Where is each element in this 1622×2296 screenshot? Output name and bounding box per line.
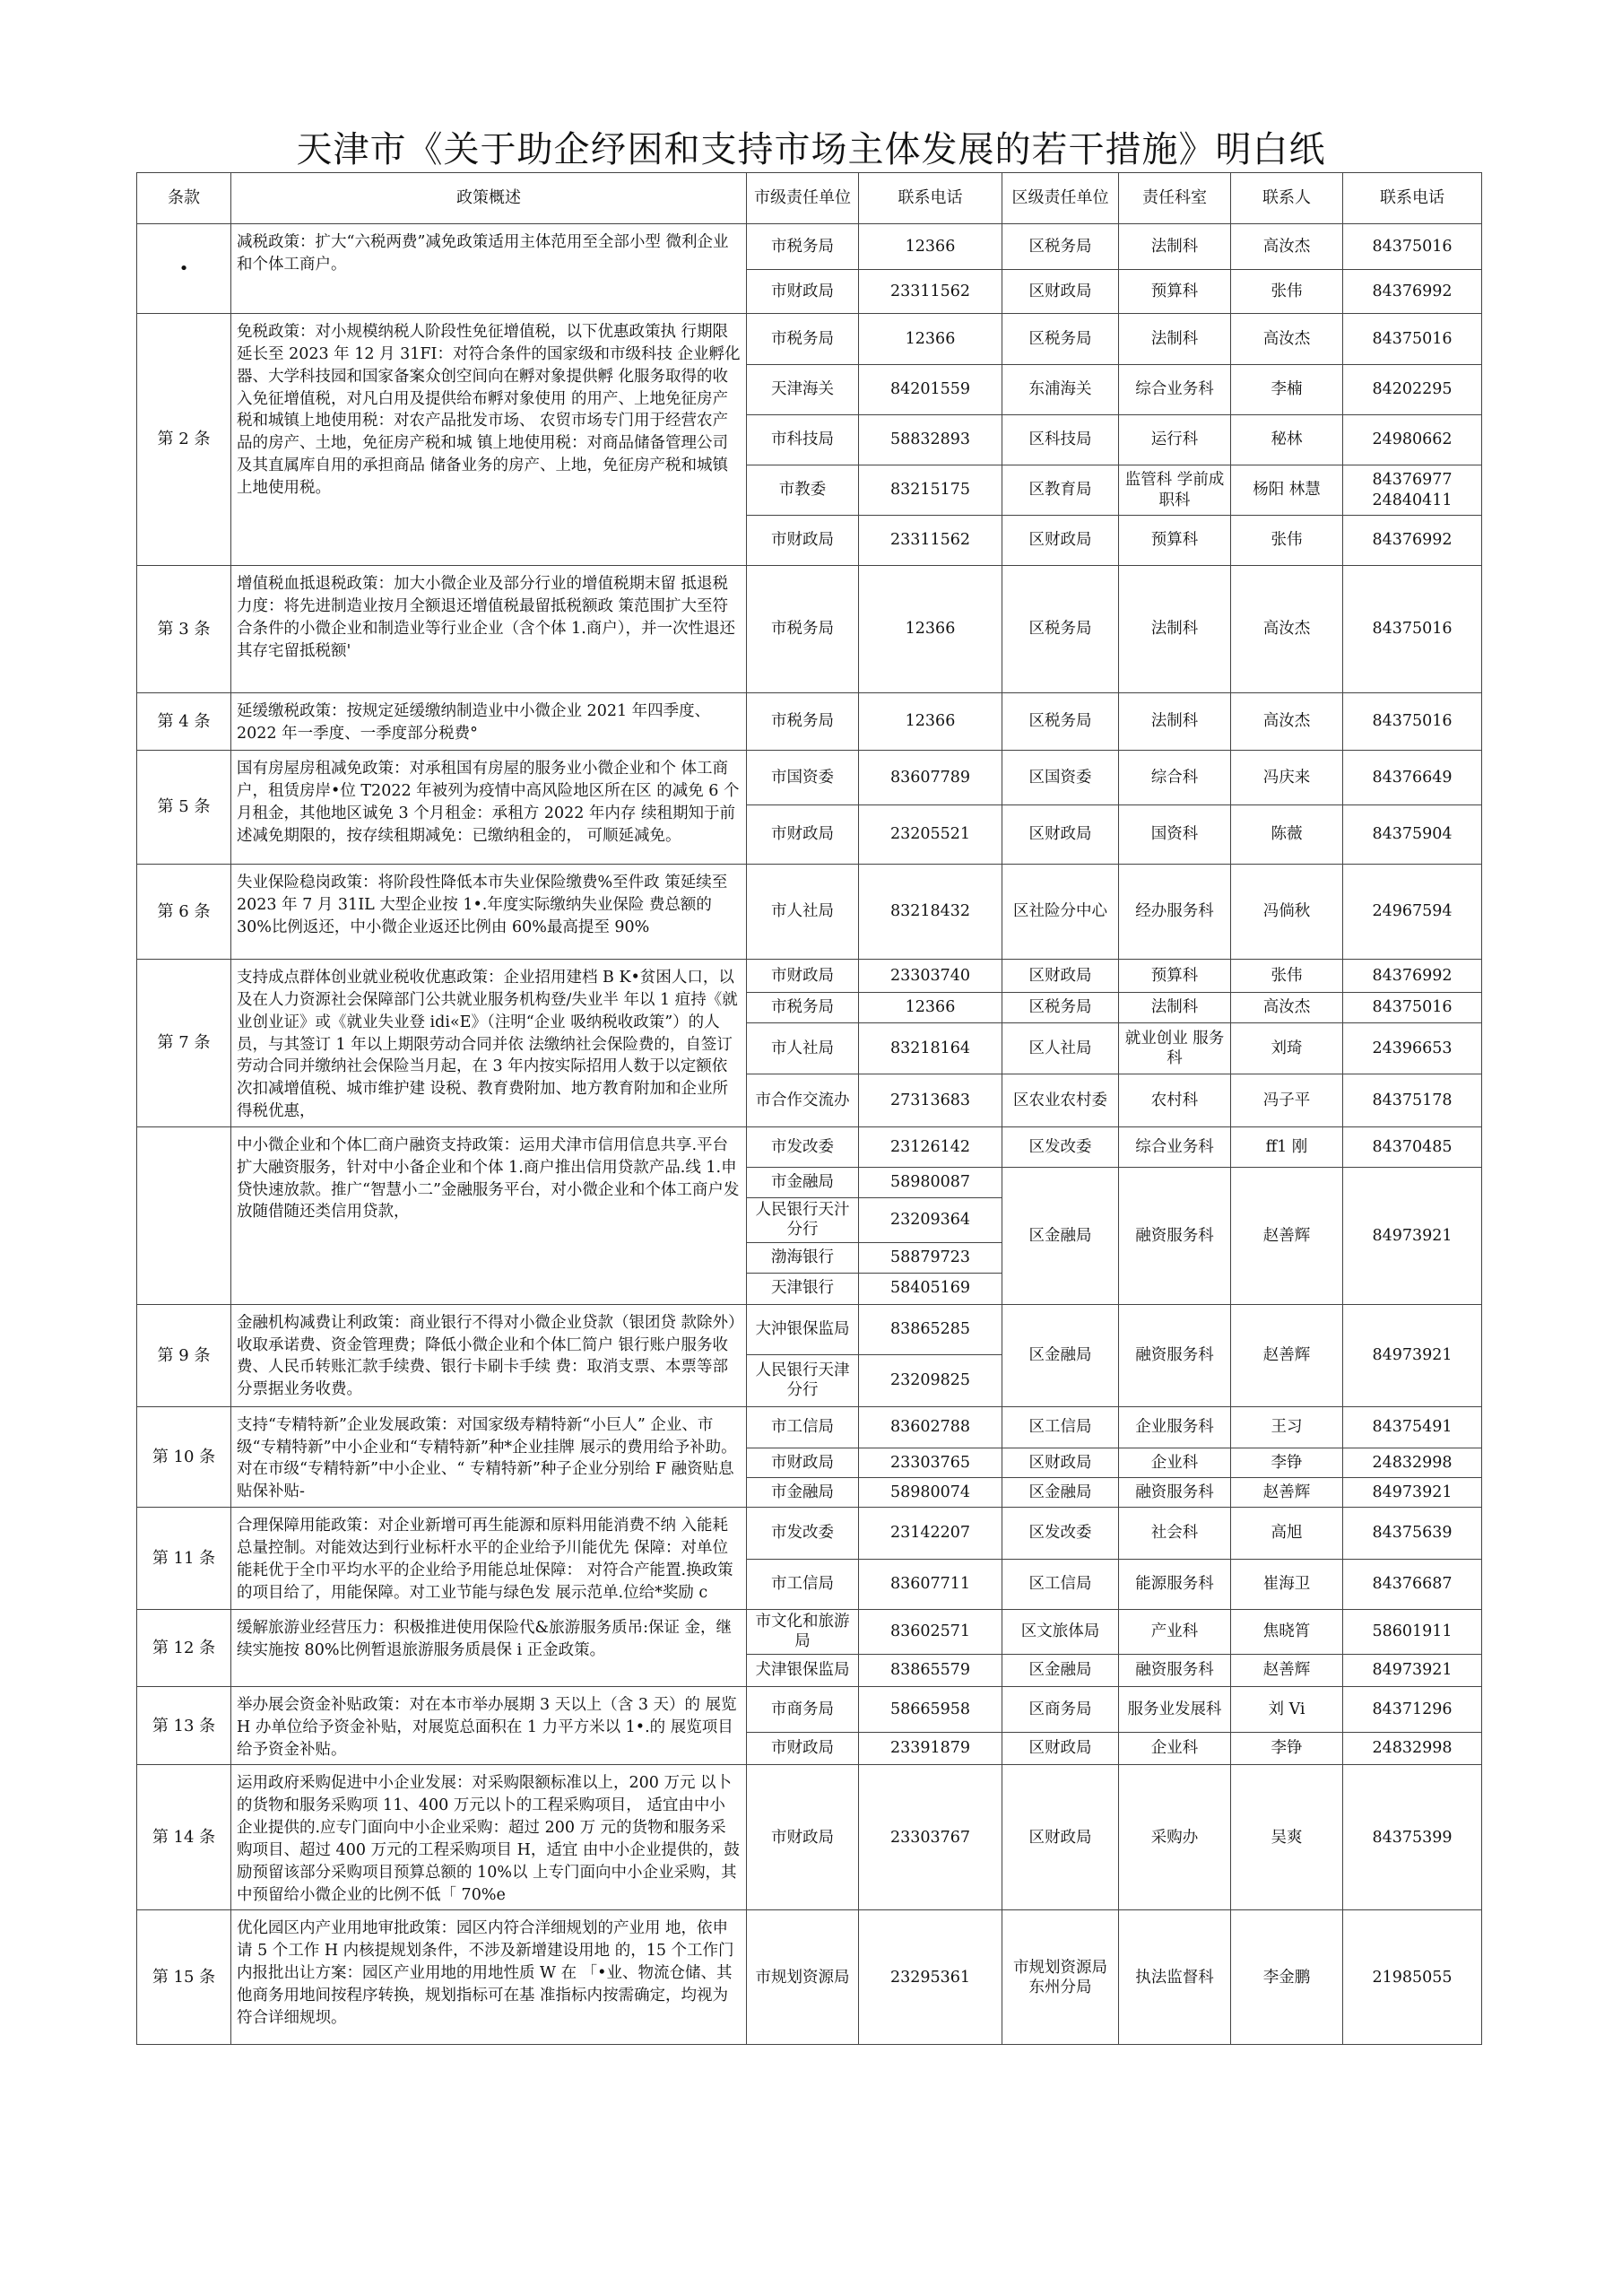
responsible-dept: 融资服务科	[1119, 1654, 1231, 1686]
district-unit: 区财政局	[1002, 960, 1119, 993]
responsible-dept: 融资服务科	[1119, 1167, 1231, 1304]
contact-phone: 84371296	[1343, 1686, 1482, 1732]
city-unit: 市财政局	[747, 516, 859, 566]
contact-phone: 58601911	[1343, 1610, 1482, 1655]
city-unit: 市财政局	[747, 1732, 859, 1765]
contact-phone: 84370485	[1343, 1126, 1482, 1167]
policy-summary: 免税政策：对小规模纳税人阶段性免征增值税，以下优惠政策执 行期限延长至 2023 年 12 月 31FI：对符合条件的国家级和市级科技 企业孵化器、大学科技园和国家备案众创空间向在孵对象提供孵 化服务取得的收入免征增值税，对凡白用及提供给布孵对象使用 的用产、上地免征房产税和城镇上地使用税：对农产品批发市场、 农贸市场专门用于经营农产品的房产、土地，免征房产税和城 镇上地使用税：对商品储备管理公司及其直属库自用的承担商品 储备业务的房产、上地，免征房产税和城镇上地使用税。	[231, 314, 747, 566]
city-phone: 23205521	[859, 805, 1002, 865]
table-row	[137, 1508, 1482, 1560]
policy-summary: 合理保障用能政策：对企业新增可再生能源和原料用能消费不纳 入能耗总量控制。对能效达到行业标杆水平的企业给予川能优先 保障：对单位能耗优于全巾平均水平的企业给予用能总址保障： 对符合产能置.换政策的项目给了，用能保障。对工业节能与绿色发 展示范单.位给*奖励 c	[231, 1508, 747, 1610]
city-phone: 83218164	[859, 1023, 1002, 1074]
contact-phone: 84375016	[1343, 693, 1482, 751]
district-unit: 区财政局	[1002, 1765, 1119, 1910]
district-unit: 区教育局	[1002, 465, 1119, 516]
contact-person: 李铮	[1231, 1732, 1343, 1765]
responsible-dept: 预算科	[1119, 516, 1231, 566]
policy-summary: 支持“专精特新”企业发展政策：对国家级寿精特新“小巨人” 企业、市级“专精特新”中小企业和“专精特新”种*企业挂牌 展示的费用给予补助。对在市级“专精特新”中小企业、“ 专精特新”种子企业分别给 F 融资贴息贴保补贴-	[231, 1406, 747, 1507]
city-unit: 市税务局	[747, 224, 859, 270]
city-unit: 市工信局	[747, 1406, 859, 1448]
district-unit: 区农业农村委	[1002, 1074, 1119, 1127]
contact-phone: 84376992	[1343, 516, 1482, 566]
responsible-dept: 经办服务科	[1119, 865, 1231, 960]
city-phone: 12366	[859, 314, 1002, 365]
city-phone: 23209825	[859, 1354, 1002, 1406]
district-unit: 东浦海关	[1002, 365, 1119, 415]
table-row	[137, 566, 1482, 693]
policy-summary: 中小微企业和个体匚商户融资支持政策：运用犬津市信用信息共享.平台扩大融资服务，针对中小备企业和个体 1.商户推出信用贷款产品.线 1.申贷快速放款。推广“智慧小二”金融服务平台，对小微企业和个体工商户发放随借随还类信用贷款，	[231, 1126, 747, 1304]
article-cell	[137, 1126, 231, 1304]
contact-person: 李楠	[1231, 365, 1343, 415]
responsible-dept: 执法监督科	[1119, 1910, 1231, 2045]
city-unit: 市金融局	[747, 1167, 859, 1197]
district-unit: 区财政局	[1002, 805, 1119, 865]
responsible-dept: 综合业务科	[1119, 365, 1231, 415]
contact-phone: 84376992	[1343, 270, 1482, 314]
table-row	[137, 960, 1482, 993]
contact-phone: 24396653	[1343, 1023, 1482, 1074]
responsible-dept: 就业创业 服务科	[1119, 1023, 1231, 1074]
city-phone: 83607789	[859, 751, 1002, 805]
city-unit: 市工信局	[747, 1560, 859, 1610]
contact-phone: 84375178	[1343, 1074, 1482, 1127]
contact-phone: 84202295	[1343, 365, 1482, 415]
city-unit: 市科技局	[747, 415, 859, 465]
policy-summary: 缓解旅游业经营压力：积极推进使用保险代&旅游服务质吊:保证 金，继续实施按 80%比例暂退旅游服务质晨保 i 正金政策。	[231, 1610, 747, 1687]
district-unit: 区财政局	[1002, 270, 1119, 314]
city-phone: 12366	[859, 693, 1002, 751]
city-phone: 27313683	[859, 1074, 1002, 1127]
contact-person: 冯子平	[1231, 1074, 1343, 1127]
header-city-phone: 联系电话	[859, 173, 1002, 224]
responsible-dept: 预算科	[1119, 960, 1231, 993]
district-unit: 市规划资源局东州分局	[1002, 1910, 1119, 2045]
table-row	[137, 1304, 1482, 1354]
contact-phone: 84973921	[1343, 1478, 1482, 1508]
policy-summary: 支持成点群体创业就业税收优惠政策：企业招用建档 B K•贫困人口，以及在人力资源社会保障部门公共就业服务机构登/失业半 年以 1 疽持《就业创业证》或《就业失业登 idi«E》（注明“企业 吸纳税收政策”）的人员，与其签订 1 年以上期限劳动合同并依 法缴纳社会保险费的，自签订劳动合同并缴纳社会保险当月起，在 3 年内按实际招用人数于以定额依次扣减增值税、城市维护建 设税、教育费附加、地方教育附加和企业所得税优惠，	[231, 960, 747, 1127]
contact-phone: 24832998	[1343, 1448, 1482, 1478]
contact-phone: 84376649	[1343, 751, 1482, 805]
city-phone: 83607711	[859, 1560, 1002, 1610]
article-cell: 第 11 条	[137, 1508, 231, 1610]
contact-person: 焦晓筲	[1231, 1610, 1343, 1655]
district-unit: 区金融局	[1002, 1304, 1119, 1406]
table-row	[137, 1765, 1482, 1910]
city-unit: 市税务局	[747, 566, 859, 693]
table-row	[137, 1910, 1482, 2045]
responsible-dept: 法制科	[1119, 992, 1231, 1023]
city-phone: 12366	[859, 224, 1002, 270]
city-unit: 市人社局	[747, 1023, 859, 1074]
city-phone: 12366	[859, 566, 1002, 693]
district-unit: 区财政局	[1002, 1732, 1119, 1765]
contact-person: 赵善辉	[1231, 1478, 1343, 1508]
contact-phone: 84375016	[1343, 224, 1482, 270]
contact-person: 李铮	[1231, 1448, 1343, 1478]
responsible-dept: 采购办	[1119, 1765, 1231, 1910]
district-unit: 区金融局	[1002, 1654, 1119, 1686]
policy-summary: 运用政府釆购促进中小企业发展：对采购限额标准以上，200 万元 以卜的货物和服务采购项 11、400 万元以卜的工程采购项目， 适宜由中小企业提供的.应专门面向中小企业采购：超过 200 万 元的货物和服务采购项目、超过 400 万元的工程采购项目 H，适宜 由中小企业提供的，鼓励预留该部分采购项目预算总额的 10%以 上专门面向中小企业采购，其中预留给小微企业的比例不低「 70%e	[231, 1765, 747, 1910]
city-unit: 市商务局	[747, 1686, 859, 1732]
city-unit: 人民银行天津分行	[747, 1354, 859, 1406]
responsible-dept: 预算科	[1119, 270, 1231, 314]
contact-person: 陈薇	[1231, 805, 1343, 865]
table-header-row	[137, 173, 1482, 224]
city-unit: 市发改委	[747, 1126, 859, 1167]
contact-person: 高旭	[1231, 1508, 1343, 1560]
responsible-dept: 融资服务科	[1119, 1478, 1231, 1508]
article-cell: 第 5 条	[137, 751, 231, 865]
policy-summary: 金融机构减费让利政策：商业银行不得对小微企业贷款（银团贷 款除外）收取承诺费、资金管理费；降低小微企业和个体匚简户 银行账户服务收费、人民币转账汇款手续费、银行卡刷卡手续 费：取消支票、本票等部分票据业务收费。	[231, 1304, 747, 1406]
contact-phone: 24967594	[1343, 865, 1482, 960]
city-phone: 58665958	[859, 1686, 1002, 1732]
article-cell: 第 10 条	[137, 1406, 231, 1507]
contact-person: 张伟	[1231, 960, 1343, 993]
city-unit: 市文化和旅游局	[747, 1610, 859, 1655]
district-unit: 区金融局	[1002, 1478, 1119, 1508]
city-unit: 市财政局	[747, 270, 859, 314]
city-phone: 83602571	[859, 1610, 1002, 1655]
contact-person: 刘琦	[1231, 1023, 1343, 1074]
table-row	[137, 751, 1482, 805]
table-row	[137, 693, 1482, 751]
header-phone: 联系电话	[1343, 173, 1482, 224]
contact-phone: 84375016	[1343, 566, 1482, 693]
district-unit: 区税务局	[1002, 224, 1119, 270]
contact-phone: 84376992	[1343, 960, 1482, 993]
district-unit: 区发改委	[1002, 1508, 1119, 1560]
header-article: 条款	[137, 173, 231, 224]
table-row	[137, 865, 1482, 960]
responsible-dept: 融资服务科	[1119, 1304, 1231, 1406]
city-unit: 市财政局	[747, 1765, 859, 1910]
contact-phone: 84973921	[1343, 1654, 1482, 1686]
responsible-dept: 法制科	[1119, 224, 1231, 270]
city-unit: 市财政局	[747, 960, 859, 993]
district-unit: 区税务局	[1002, 314, 1119, 365]
responsible-dept: 能源服务科	[1119, 1560, 1231, 1610]
city-phone: 23303765	[859, 1448, 1002, 1478]
city-phone: 23391879	[859, 1732, 1002, 1765]
responsible-dept: 国资科	[1119, 805, 1231, 865]
district-unit: 区金融局	[1002, 1167, 1119, 1304]
city-phone: 23311562	[859, 516, 1002, 566]
contact-phone: 84375399	[1343, 1765, 1482, 1910]
city-phone: 23311562	[859, 270, 1002, 314]
district-unit: 区税务局	[1002, 693, 1119, 751]
responsible-dept: 综合科	[1119, 751, 1231, 805]
city-phone: 83865285	[859, 1304, 1002, 1354]
contact-phone: 21985055	[1343, 1910, 1482, 2045]
contact-person: 冯倘秋	[1231, 865, 1343, 960]
city-unit: 市税务局	[747, 314, 859, 365]
contact-phone: 84376687	[1343, 1560, 1482, 1610]
district-unit: 区人社局	[1002, 1023, 1119, 1074]
policy-summary: 增值税血抵退税政策：加大小微企业及部分行业的增值税期末留 抵退税力度：将先进制造业按月全额退还增值税最留抵税额政 策范围扩大至符合条件的小微企业和制造业等行业企业（含个体 1.商户），并一次性退还其存宅留抵税额'	[231, 566, 747, 693]
city-unit: 市金融局	[747, 1478, 859, 1508]
contact-phone: 24832998	[1343, 1732, 1482, 1765]
table-row	[137, 1406, 1482, 1448]
contact-phone: 84376977 24840411	[1343, 465, 1482, 516]
contact-phone: 84375016	[1343, 992, 1482, 1023]
responsible-dept: 企业科	[1119, 1448, 1231, 1478]
responsible-dept: 法制科	[1119, 693, 1231, 751]
header-city-unit: 市级责任单位	[747, 173, 859, 224]
city-unit: 市发改委	[747, 1508, 859, 1560]
city-phone: 23126142	[859, 1126, 1002, 1167]
city-unit: 市税务局	[747, 693, 859, 751]
policy-summary: 举办展会资金补贴政策：对在本市举办展期 3 天以上（含 3 天）的 展览 H 办单位给予资金补贴，对展览总面积在 1 力平方米以 1•.的 展览项目给予资金补贴。	[231, 1686, 747, 1765]
responsible-dept: 农村科	[1119, 1074, 1231, 1127]
responsible-dept: 服务业发展科	[1119, 1686, 1231, 1732]
contact-person: 李金鹏	[1231, 1910, 1343, 2045]
contact-person: 崔海卫	[1231, 1560, 1343, 1610]
city-unit: 市财政局	[747, 1448, 859, 1478]
policy-summary: 国有房屋房租减免政策：对承租国有房屋的服务业小微企业和个 体工商户，租赁房岸•位 T2022 年被列为疫情中高风险地区所在区 的减免 6 个月租金，其他地区诚免 3 个月租金：承租方 2022 年内存 续租期知于前述减免期限的，按存续租期减免：已缴纳租金的， 可顺延减免。	[231, 751, 747, 865]
city-unit: 市合作交流办	[747, 1074, 859, 1127]
city-phone: 58980074	[859, 1478, 1002, 1508]
contact-person: 高汝杰	[1231, 693, 1343, 751]
table-row	[137, 314, 1482, 365]
city-unit: 市税务局	[747, 992, 859, 1023]
city-phone: 83865579	[859, 1654, 1002, 1686]
city-phone: 23295361	[859, 1910, 1002, 2045]
district-unit: 区商务局	[1002, 1686, 1119, 1732]
policy-summary: 延缓缴税政策：按规定延缓缴纳制造业中小微企业 2021 年四季度、 2022 年一季度、一季度部分税费°	[231, 693, 747, 751]
city-phone: 58980087	[859, 1167, 1002, 1197]
responsible-dept: 企业服务科	[1119, 1406, 1231, 1448]
responsible-dept: 法制科	[1119, 314, 1231, 365]
district-unit: 区发改委	[1002, 1126, 1119, 1167]
contact-person: 吴爽	[1231, 1765, 1343, 1910]
district-unit: 区工信局	[1002, 1560, 1119, 1610]
contact-phone: 84375904	[1343, 805, 1482, 865]
responsible-dept: 法制科	[1119, 566, 1231, 693]
contact-person: 高汝杰	[1231, 566, 1343, 693]
city-unit: 人民银行天汁分行	[747, 1197, 859, 1242]
contact-person: 张伟	[1231, 270, 1343, 314]
contact-person: 张伟	[1231, 516, 1343, 566]
table-row	[137, 1610, 1482, 1655]
contact-person: 高汝杰	[1231, 992, 1343, 1023]
city-unit: 市人社局	[747, 865, 859, 960]
district-unit: 区财政局	[1002, 516, 1119, 566]
contact-person: 秘林	[1231, 415, 1343, 465]
city-phone: 84201559	[859, 365, 1002, 415]
article-cell: •	[137, 224, 231, 314]
city-unit: 市教委	[747, 465, 859, 516]
city-phone: 23209364	[859, 1197, 1002, 1242]
contact-person: 赵善辉	[1231, 1167, 1343, 1304]
contact-phone: 84375491	[1343, 1406, 1482, 1448]
table-body	[137, 224, 1482, 2045]
district-unit: 区财政局	[1002, 1448, 1119, 1478]
article-cell: 第 9 条	[137, 1304, 231, 1406]
policy-summary: 失业保险稳岗政策：将阶段性降低本市失业保险缴费%至件政 策延续至 2023 年 7 月 31IL 大型企业按 1•.年度实际缴纳失业保险 费总额的 30%比例返还，中小微企业返还比例由 60%最高提至 90%	[231, 865, 747, 960]
header-contact: 联系人	[1231, 173, 1343, 224]
responsible-dept: 监管科 学前成职科	[1119, 465, 1231, 516]
responsible-dept: 企业科	[1119, 1732, 1231, 1765]
policy-summary: 优化园区内产业用地审批政策：园区内符合洋细规划的产业用 地，依申请 5 个工作 H 内核提规划条件，不涉及新增建设用地 的，15 个工作门内报批出让方案：园区产业用地的用地性质 W 在 「•业、物流仓储、其他商务用地间按程序转换，规划指标可在基 准指标内按需确定，均视为符合详细规坝。	[231, 1910, 747, 2045]
contact-person: ff1 刚	[1231, 1126, 1343, 1167]
city-phone: 83218432	[859, 865, 1002, 960]
district-unit: 区社险分中心	[1002, 865, 1119, 960]
city-unit: 天津银行	[747, 1273, 859, 1304]
city-phone: 12366	[859, 992, 1002, 1023]
city-phone: 23303740	[859, 960, 1002, 993]
contact-person: 杨阳 林慧	[1231, 465, 1343, 516]
district-unit: 区税务局	[1002, 992, 1119, 1023]
contact-phone: 84375016	[1343, 314, 1482, 365]
article-cell: 第 14 条	[137, 1765, 231, 1910]
contact-person: 高汝杰	[1231, 224, 1343, 270]
district-unit: 区科技局	[1002, 415, 1119, 465]
article-cell: 第 4 条	[137, 693, 231, 751]
policy-summary: 减税政策：扩大“六税两费”减免政策适用主体范用至全部小型 微利企业和个体工商户。	[231, 224, 747, 314]
article-cell: 第 15 条	[137, 1910, 231, 2045]
contact-person: 赵善辉	[1231, 1654, 1343, 1686]
contact-phone: 84973921	[1343, 1167, 1482, 1304]
contact-person: 冯庆来	[1231, 751, 1343, 805]
city-unit: 大沖银保监局	[747, 1304, 859, 1354]
city-unit: 市国资委	[747, 751, 859, 805]
city-phone: 58405169	[859, 1273, 1002, 1304]
district-unit: 区国资委	[1002, 751, 1119, 805]
district-unit: 区工信局	[1002, 1406, 1119, 1448]
district-unit: 区文旅体局	[1002, 1610, 1119, 1655]
page-title: 天津市《关于助企纾困和支持市场主体发展的若干措施》明白纸	[296, 129, 1326, 170]
city-unit: 市财政局	[747, 805, 859, 865]
article-cell: 第 7 条	[137, 960, 231, 1127]
contact-person: 刘 Vi	[1231, 1686, 1343, 1732]
article-cell: 第 12 条	[137, 1610, 231, 1687]
district-unit: 区税务局	[1002, 566, 1119, 693]
contact-phone: 24980662	[1343, 415, 1482, 465]
city-unit: 渤海银行	[747, 1242, 859, 1273]
city-unit: 市规划资源局	[747, 1910, 859, 2045]
article-cell: 第 2 条	[137, 314, 231, 566]
city-phone: 83215175	[859, 465, 1002, 516]
policy-table	[136, 172, 1482, 2045]
responsible-dept: 产业科	[1119, 1610, 1231, 1655]
city-phone: 58832893	[859, 415, 1002, 465]
contact-person: 高汝杰	[1231, 314, 1343, 365]
table-row	[137, 1686, 1482, 1732]
contact-phone: 84973921	[1343, 1304, 1482, 1406]
article-cell: 第 13 条	[137, 1686, 231, 1765]
city-unit: 犬津银保监局	[747, 1654, 859, 1686]
contact-phone: 84375639	[1343, 1508, 1482, 1560]
header-summary: 政策概述	[231, 173, 747, 224]
contact-person: 王习	[1231, 1406, 1343, 1448]
city-phone: 23142207	[859, 1508, 1002, 1560]
header-district-unit: 区级责任单位	[1002, 173, 1119, 224]
city-unit: 天津海关	[747, 365, 859, 415]
city-phone: 83602788	[859, 1406, 1002, 1448]
city-phone: 58879723	[859, 1242, 1002, 1273]
contact-person: 赵善辉	[1231, 1304, 1343, 1406]
city-phone: 23303767	[859, 1765, 1002, 1910]
responsible-dept: 综合业务科	[1119, 1126, 1231, 1167]
responsible-dept: 社会科	[1119, 1508, 1231, 1560]
table-row	[137, 1126, 1482, 1167]
responsible-dept: 运行科	[1119, 415, 1231, 465]
article-cell: 第 6 条	[137, 865, 231, 960]
article-cell: 第 3 条	[137, 566, 231, 693]
header-dept: 责任科室	[1119, 173, 1231, 224]
table-row	[137, 224, 1482, 270]
